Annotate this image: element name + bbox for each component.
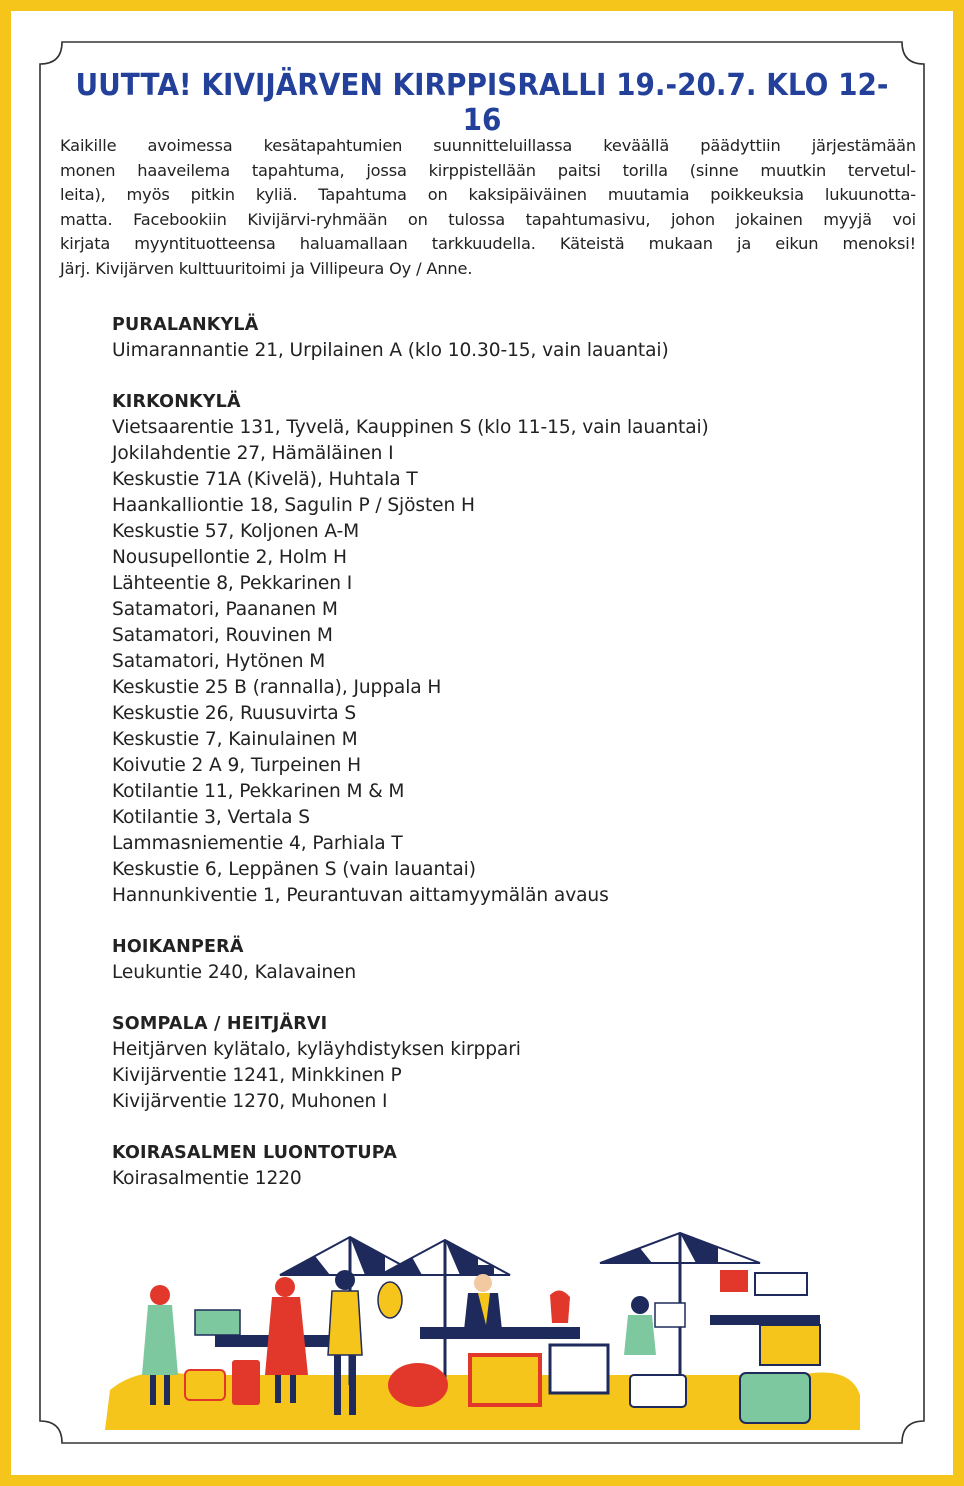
flea-market-illustration	[100, 1225, 866, 1435]
location-entry: Koivutie 2 A 9, Turpeinen H	[112, 755, 361, 776]
section-title: PURALANKYLÄ	[112, 315, 259, 335]
section-puralankyla	[112, 312, 892, 364]
location-entry: Uimarannantie 21, Urpilainen A (klo 10.30-15, vain lauantai)	[112, 340, 669, 361]
location-entry: Keskustie 6, Leppänen S (vain lauantai)	[112, 859, 476, 880]
red-radio-icon	[720, 1270, 748, 1292]
intro-line: Järj. Kivijärven kulttuuritoimi ja Villipeura Oy / Anne.	[60, 258, 473, 278]
section-title: KOIRASALMEN LUONTOTUPA	[112, 1143, 397, 1163]
section-title: HOIKANPERÄ	[112, 937, 244, 957]
intro-paragraph	[60, 134, 916, 282]
painting-icon	[550, 1345, 608, 1393]
location-entry: Keskustie 26, Ruusuvirta S	[112, 703, 357, 724]
location-entry: Kivijärventie 1241, Minkkinen P	[112, 1065, 402, 1086]
location-entry: Heitjärven kylätalo, kyläyhdistyksen kirppari	[112, 1039, 521, 1060]
intro-line: monen haaveilema tapahtuma, jossa kirppistellään paitsi torilla (sinne muutkin tervetul-	[60, 160, 916, 180]
location-list	[112, 312, 892, 1217]
location-entry: Leukuntie 240, Kalavainen	[112, 962, 357, 983]
location-entry: Satamatori, Paananen M	[112, 599, 338, 620]
suitcase-icon	[185, 1370, 225, 1400]
red-suitcase-icon	[232, 1360, 260, 1405]
location-entry: Keskustie 7, Kainulainen M	[112, 729, 358, 750]
location-entry: Haankalliontie 18, Sagulin P / Sjösten H	[112, 495, 475, 516]
old-tv-icon	[760, 1325, 820, 1365]
book-stack-icon	[195, 1310, 240, 1335]
location-entry: Kotilantie 3, Vertala S	[112, 807, 310, 828]
location-entry: Nousupellontie 2, Holm H	[112, 547, 347, 568]
tv-icon	[740, 1373, 810, 1423]
samovar-icon	[378, 1282, 402, 1318]
location-entry: Lammasniementie 4, Parhiala T	[112, 833, 403, 854]
section-title: KIRKONKYLÄ	[112, 392, 241, 412]
location-entry: Jokilahdentie 27, Hämäläinen I	[112, 443, 394, 464]
location-entry: Satamatori, Rouvinen M	[112, 625, 333, 646]
table-right-icon	[710, 1315, 820, 1325]
location-entry: Keskustie 25 B (rannalla), Juppala H	[112, 677, 442, 698]
picture-frame-icon	[470, 1355, 540, 1405]
location-entry: Kotilantie 11, Pekkarinen M & M	[112, 781, 405, 802]
red-bag-icon	[388, 1363, 448, 1407]
intro-line: Kaikille avoimessa kesätapahtumien suunnitteluillassa keväällä päädyttiin järjestämään	[60, 136, 916, 155]
location-entry: Satamatori, Hytönen M	[112, 651, 326, 672]
intro-line: matta. Facebookiin Kivijärvi-ryhmään on tulossa tapahtumasivu, johon jokainen myyjä voi	[60, 209, 916, 229]
location-entry: Lähteentie 8, Pekkarinen I	[112, 573, 353, 594]
jug-icon	[550, 1290, 570, 1323]
radio-icon	[630, 1375, 686, 1407]
location-entry: Vietsaarentie 131, Tyvelä, Kauppinen S (klo 11-15, vain lauantai)	[112, 417, 709, 438]
intro-line: kirjata myyntituotteensa haluamallaan tarkkuudella. Käteistä mukaan ja eikun menoksi!	[60, 234, 916, 254]
section-sompala-heitjarvi	[112, 1011, 892, 1115]
microwave-icon	[755, 1273, 807, 1295]
location-entry: Keskustie 57, Koljonen A-M	[112, 521, 360, 542]
section-kirkonkyla	[112, 389, 892, 909]
section-hoikanpera	[112, 934, 892, 986]
page-title: UUTTA! KIVIJÄRVEN KIRPPISRALLI 19.-20.7. KLO 12-16	[75, 68, 889, 138]
location-entry: Kivijärventie 1270, Muhonen I	[112, 1091, 388, 1112]
location-entry: Koirasalmentie 1220	[112, 1168, 302, 1189]
location-entry: Hannunkiventie 1, Peurantuvan aittamyymälän avaus	[112, 885, 609, 906]
location-entry: Keskustie 71A (Kivelä), Huhtala T	[112, 469, 418, 490]
section-title: SOMPALA / HEITJÄRVI	[112, 1014, 328, 1034]
person-reading-icon	[624, 1296, 685, 1355]
section-koirasalmen-luontotupa	[112, 1140, 892, 1192]
intro-line: leita), myös pitkin kyliä. Tapahtuma on kaksipäiväinen muutamia poikkeuksia lukuunotta-	[60, 185, 916, 205]
